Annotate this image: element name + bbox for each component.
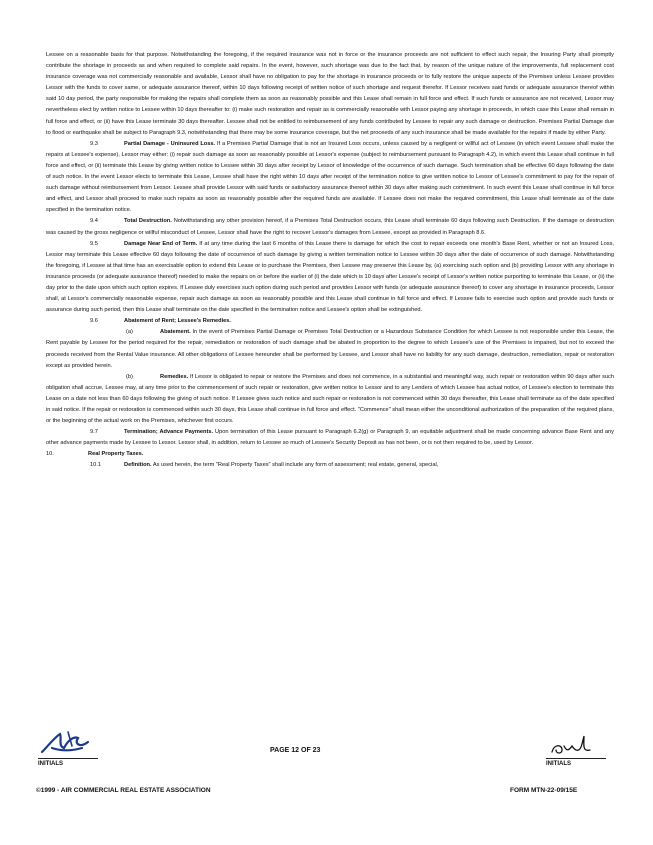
section-text: If a Premises Partial Damage that is not an Insured Loss occurs, unless caused by a negligent or willful act of Lessee (in which event Lessee shall make the repairs at Lessee's expense), Lessor may either: (i) repair such damage as soon as reasonably possible at Lessor's expense (subject to reimbursement pursuant to Paragraph 4.2), in which event this Lease shall continue in full force and effect, or (ii) terminate this Lease by giving written notice to Lessee within 30 days after receipt by Lessor of knowledge of the occurrence of such damage. Such termination shall be effective 60 days following the date of such notice. In the event Lessor elects to terminate this Lease, Lessee shall have the right within 10 days after receipt of the termination notice to give written notice to Lessor of Lessee's commitment to pay for the repair of such damage without reimbursement from Lessor. Lessee shall provide Lessor with said funds or satisfactory assurance thereof within 30 days after making such commitment. In such event this Lease shall continue in full force and effect, and Lessor shall proceed to make such repairs as soon as reasonably possible after the required funds are available. If Lessee does not make the required commitment, this Lease shall terminate as of the date specified in the termination notice. [46, 140, 614, 214]
signature-right-icon [546, 734, 598, 758]
initials-right-block [546, 734, 606, 767]
page-number: PAGE 12 OF 23 [270, 747, 321, 754]
section-9-6-b [46, 372, 614, 427]
section-heading: Real Property Taxes. [88, 451, 144, 458]
section-number: 9.5 [90, 240, 98, 247]
initials-left-block [38, 728, 98, 767]
subsection-text: If Lessor is obligated to repair or restore the Premises and does not commence, in a substantial and meaningful way, such repair or restoration within 90 days after such obligation shall accrue, Lessee may, at any time prior to the commencement of such repair or restoration, give written notice to Lessor and to any Lenders of which Lessee has actual notice, of Lessee's election to terminate this Lease on a date not less than 60 days following the giving of such notice. If Lessee gives such notice and such repair or restoration is not commenced within 30 days thereafter, this Lease shall terminate as of the date specified in said notice. If the repair or restoration is commenced within such 30 days, this Lease shall continue in full force and effect. "Commence" shall mean either the unconditional authorization of the preparation of the required plans, or the beginning of the actual work on the Premises, whichever first occurs. [46, 373, 614, 425]
section-heading: Definition. [124, 462, 152, 469]
section-number: 10.1 [90, 462, 101, 469]
section-number: 9.4 [90, 218, 98, 225]
section-10-1 [46, 460, 614, 471]
section-text: If at any time during the last 6 months of this Lease there is damage for which the cost to repair exceeds one month's Base Rent, whether or not an Insured Loss, Lessor may terminate this Lease effective 60 days following the date of occurrence of such damage by giving a written termination notice to Lessee within 30 days after the date of occurrence of such damage. Notwithstanding the foregoing, if Lessee at that time has an exercisable option to extend this Lease or to purchase the Premises, then Lessee may preserve this Lease by, (a) exercising such option and (b) providing Lessor with any shortage in insurance proceeds (or adequate assurance thereof) needed to make the repairs on or before the earlier of (i) the date which is 10 days after Lessee's receipt of Lessor's written notice purporting to terminate this Lease, or (ii) the day prior to the date upon which such option expires. If Lessee duly exercises such option during such period and provides Lessor with funds (or adequate assurance thereof) to cover any shortage in insurance proceeds, Lessor shall, at Lessor's commercially reasonable expense, repair such damage as soon as reasonably possible and this Lease shall continue in full force and effect. If Lessee fails to exercise such option and provide such funds or assurance during such period, then this Lease shall terminate on the date specified in the termination notice and Lessee's option shall be extinguished. [46, 240, 614, 314]
paragraph-continuation: Lessee on a reasonable basis for that purpose. Notwithstanding the foregoing, if the required insurance was not in force or the insurance proceeds are not sufficient to effect such repair, the Insuring Party shall promptly contribute the shortage in proceeds as and when required to complete said repairs. In the event, however, such shortage was due to the fact that, by reason of the unique nature of the improvements, full replacement cost insurance coverage was not commercially reasonable and available, Lessor shall have no obligation to pay for the shortage in insurance proceeds or to fully restore the unique aspects of the Premises unless Lessee provides Lessor with the funds to cover same, or adequate assurance thereof, within 10 days following receipt of written notice of such shortage and request therefor. If Lessor receives said funds or adequate assurance thereof within said 10 day period, the party responsible for making the repairs shall complete them as soon as reasonably possible and this Lease shall remain in full force and effect. If such funds or assurance are not received, Lessor may nevertheless elect by written notice to Lessee within 10 days thereafter to: (i) make such restoration and repair as is commercially reasonable with Lessor paying any shortage in proceeds, in which case this Lease shall remain in full force and effect, or (ii) have this Lease terminate 30 days thereafter. Lessee shall not be entitled to reimbursement of any funds contributed by Lessee to repair any such damage or destruction. Premises Partial Damage due to flood or earthquake shall be subject to Paragraph 9.3, notwithstanding that there may be some insurance coverage, but the net proceeds of any such insurance shall be made available for the repairs if made by either Party. [46, 52, 614, 136]
section-number: 9.6 [90, 318, 98, 325]
section-9-3 [46, 139, 614, 217]
section-number: 9.3 [90, 140, 98, 147]
subsection-number: (b) [126, 373, 133, 380]
section-9-6-a [46, 327, 614, 371]
subsection-heading: Remedies. [160, 373, 189, 380]
signature-left-icon [38, 728, 94, 758]
initials-label: INITIALS [546, 758, 606, 767]
section-text: As used herein, the term "Real Property Taxes" shall include any form of assessment; real estate, general, special, [152, 462, 439, 469]
copyright-notice: ©1999 - AIR COMMERCIAL REAL ESTATE ASSOCIATION [36, 787, 211, 794]
form-number: FORM MTN-22-09/15E [510, 787, 578, 794]
section-heading: Termination; Advance Payments. [124, 429, 214, 436]
section-heading: Total Destruction. [124, 218, 172, 225]
subsection-number: (a) [126, 329, 133, 336]
initials-label: INITIALS [38, 758, 98, 767]
section-number: 9.7 [90, 429, 98, 436]
section-9-7 [46, 427, 614, 449]
document-body [46, 50, 614, 472]
section-number: 10. [46, 451, 54, 458]
section-text: Notwithstanding any other provision hereof, if a Premises Total Destruction occurs, this Lease shall terminate 60 days following such Destruction. If the damage or destruction was caused by the gross negligence or willful misconduct of Lessee, Lessor shall have the right to recover Lessor's damages from Lessee, except as provided in Paragraph 8.6. [46, 218, 614, 236]
section-9-6 [46, 316, 614, 327]
section-text: Upon termination of this Lease pursuant to Paragraph 6.2(g) or Paragraph 9, an equitable adjustment shall be made concerning advance Base Rent and any other advance payments made by Lessee to Lessor. Lessor shall, in addition, return to Lessee so much of Lessee's Security Deposit as has not been, or is not then required to be, used by Lessor. [46, 429, 614, 447]
section-9-5 [46, 239, 614, 317]
subsection-text: In the event of Premises Partial Damage or Premises Total Destruction or a Hazardous Substance Condition for which Lessee is not responsible under this Lease, the Rent payable by Lessee for the period required for the repair, remediation or restoration of such damage shall be abated in proportion to the degree to which Lessee's use of the Premises is impaired, but not to exceed the proceeds received from the Rental Value insurance. All other obligations of Lessee hereunder shall be performed by Lessee, and Lessor shall have no liability for any such damage, destruction, remediation, repair or restoration except as provided herein. [46, 329, 614, 369]
subsection-heading: Abatement. [160, 329, 191, 336]
section-heading: Partial Damage - Uninsured Loss. [124, 140, 216, 147]
section-9-4 [46, 216, 614, 238]
section-10 [46, 449, 614, 460]
section-heading: Abatement of Rent; Lessee's Remedies. [124, 318, 231, 325]
section-heading: Damage Near End of Term. [124, 240, 198, 247]
